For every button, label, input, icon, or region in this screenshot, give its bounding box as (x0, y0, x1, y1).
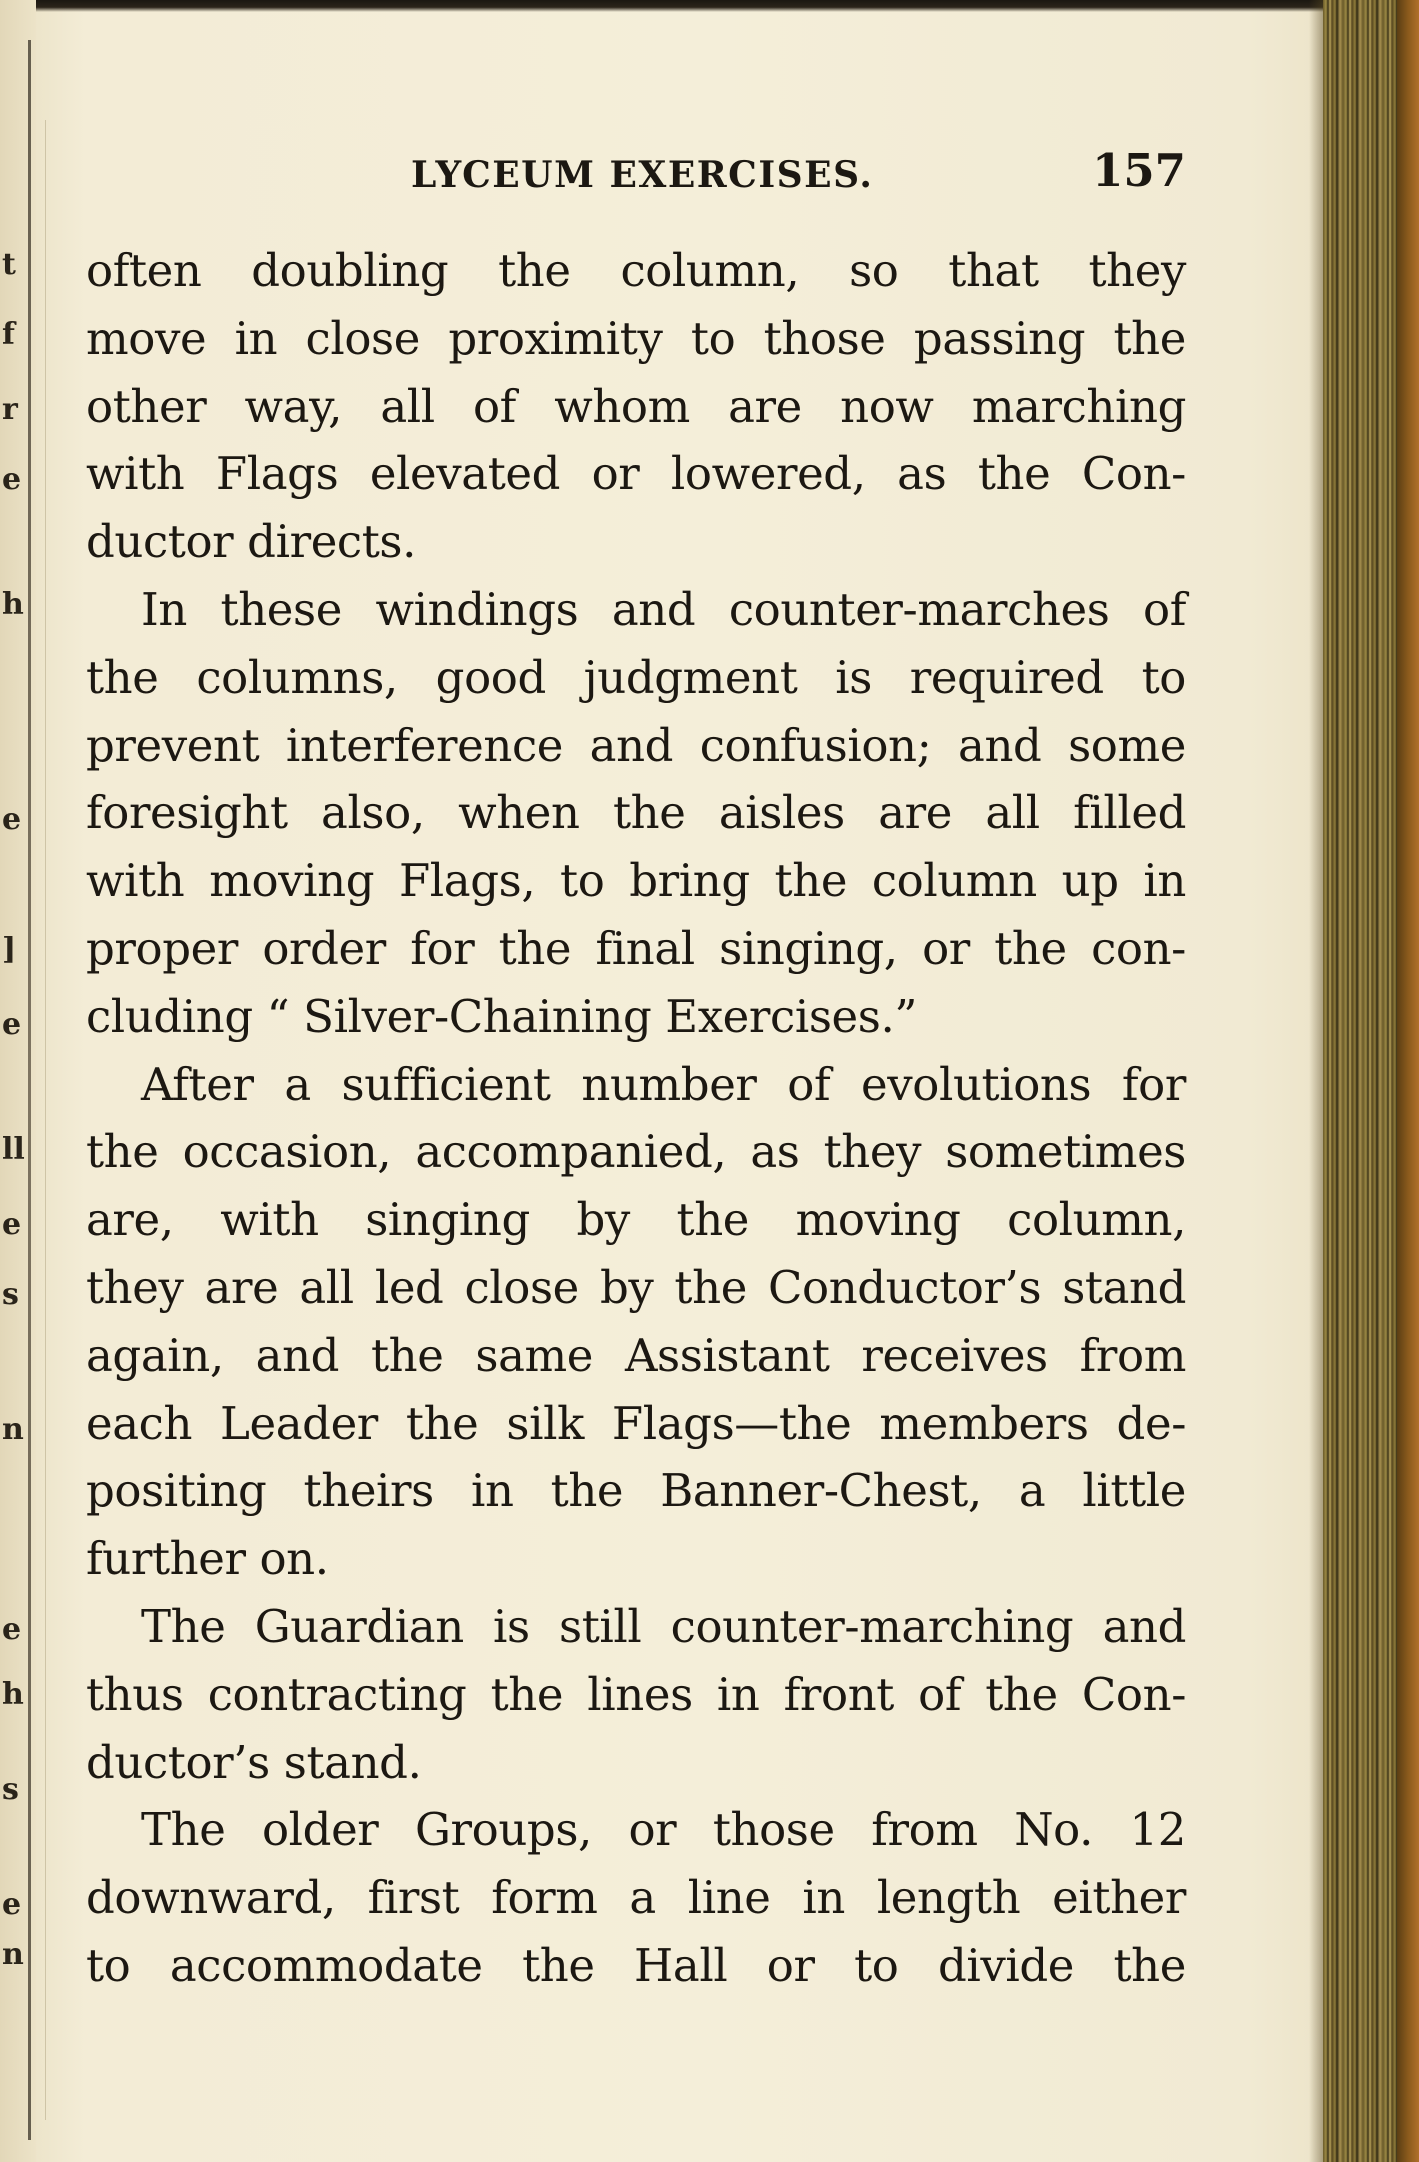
facing-page-bleed-mark: s (2, 1277, 19, 1312)
text-line: to accommodate the Hall or to divide the (86, 1938, 1186, 1992)
text-line: with moving Flags, to bring the column up in (86, 854, 1186, 908)
text-line: they are all led close by the Conductor’s stand (86, 1260, 1186, 1314)
text-line: positing theirs in the Banner-Chest, a little (86, 1464, 1186, 1518)
running-title: LYCEUM EXERCISES. (411, 154, 874, 196)
text-line: proper order for the final singing, or the con- (86, 921, 1186, 975)
facing-page-bleed-mark: h (2, 587, 24, 622)
text-line: often doubling the column, so that they (86, 244, 1186, 297)
text-line: the occasion, accompanied, as they sometimes (86, 1125, 1186, 1179)
text-line: downward, first form a line in length either (86, 1871, 1186, 1925)
text-line: thus contracting the lines in front of the Con- (86, 1667, 1186, 1721)
paragraph-first-line: The Guardian is still counter-marching and (141, 1599, 1186, 1653)
facing-page-bleed-mark: e (2, 462, 22, 497)
text-line: are, with singing by the moving column, (86, 1193, 1186, 1247)
text-line: each Leader the silk Flags—the members de- (86, 1396, 1186, 1450)
facing-page-bleed-mark: e (2, 1612, 22, 1647)
paragraph-first-line: After a sufficient number of evolutions for (141, 1057, 1186, 1111)
text-line: the columns, good judgment is required to (86, 650, 1186, 704)
facing-page-bleed-mark: n (2, 1937, 24, 1972)
gutter-shadow-line (28, 40, 31, 2140)
facing-page-bleed-mark: n (2, 1412, 24, 1447)
text-line: ductor directs. (86, 515, 417, 569)
paragraph-first-line: In these windings and counter-marches of (141, 582, 1186, 636)
facing-page-bleed-mark: s (2, 1772, 19, 1807)
paragraph-first-line: The older Groups, or those from No. 12 (141, 1803, 1186, 1857)
text-line: other way, all of whom are now marching (86, 379, 1186, 433)
body-text (86, 237, 1186, 2000)
facing-page-bleed-mark: e (2, 1207, 22, 1242)
facing-page-bleed-mark: r (2, 392, 18, 427)
facing-page-bleed-mark: f (2, 317, 15, 352)
book-page-edges (1323, 0, 1419, 2162)
text-line: cluding “ Silver-Chaining Exercises.” (86, 989, 917, 1043)
text-line: with Flags elevated or lowered, as the Con- (86, 447, 1186, 501)
facing-page-bleed-mark: e (2, 802, 22, 837)
running-head (86, 140, 1186, 200)
facing-page-bleed-mark: h (2, 1677, 24, 1712)
text-line: foresight also, when the aisles are all filled (86, 786, 1186, 840)
facing-page-bleed-mark: e (2, 1007, 22, 1042)
text-line: prevent interference and confusion; and some (86, 718, 1186, 772)
text-line: again, and the same Assistant receives from (86, 1328, 1186, 1382)
facing-page-bleed-mark: ] (2, 932, 17, 967)
text-line: move in close proximity to those passing the (86, 311, 1186, 365)
page-number: 157 (1092, 144, 1186, 197)
text-line: further on. (86, 1532, 329, 1586)
gutter-fold-line (45, 120, 46, 2120)
facing-page-bleed-mark: e (2, 1887, 22, 1922)
facing-page-bleed-mark: ll (2, 1132, 25, 1167)
facing-page-bleed-mark: t (2, 247, 16, 282)
text-line: ductor’s stand. (86, 1735, 422, 1789)
page-top-edge (0, 0, 1419, 12)
